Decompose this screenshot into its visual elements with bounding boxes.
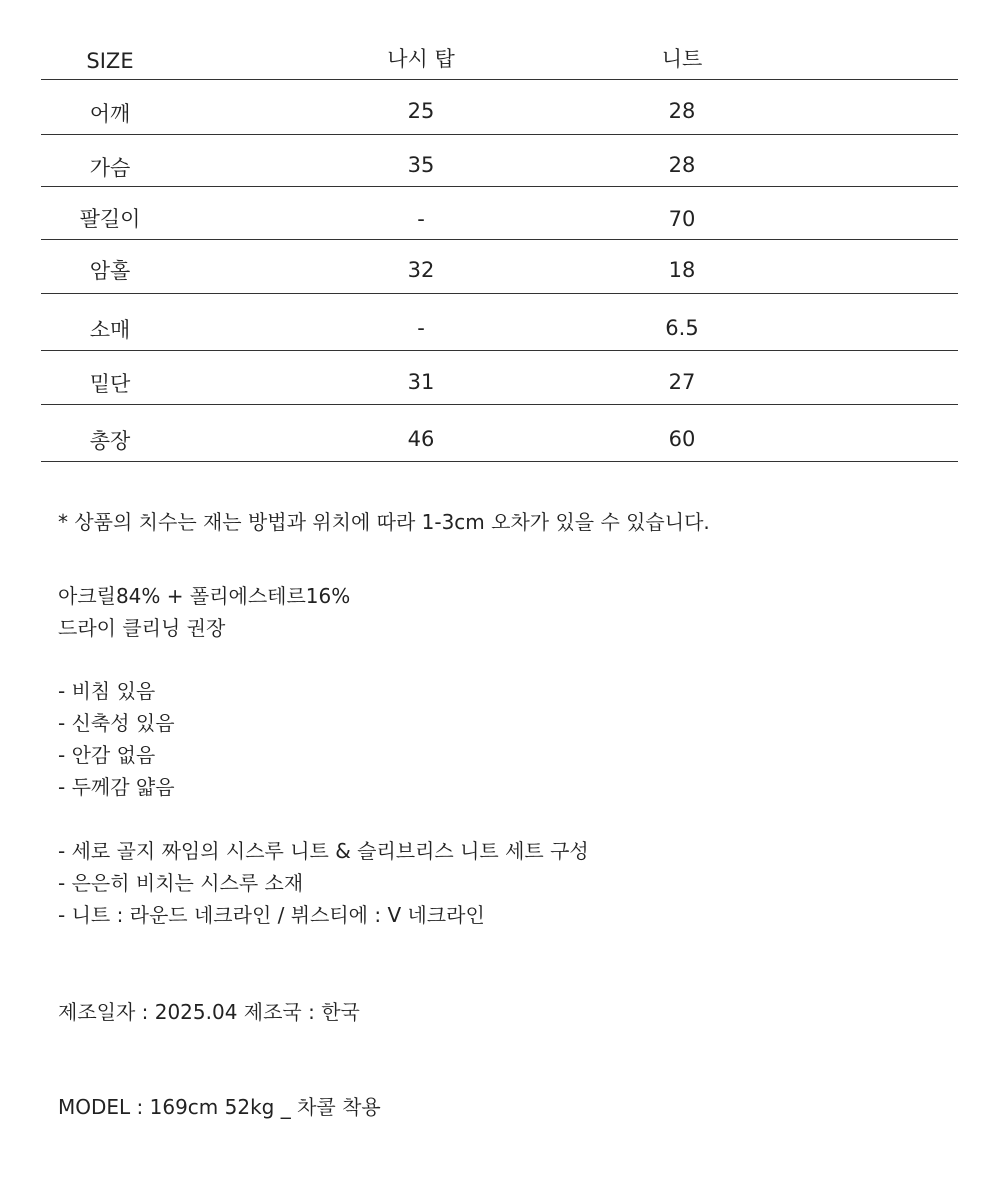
header-size: SIZE — [86, 49, 134, 73]
material-composition: 아크릴84% + 폴리에스테르16% — [58, 584, 351, 608]
tank-value: 32 — [407, 258, 435, 282]
row-label: 팔길이 — [79, 207, 141, 231]
row-label: 밑단 — [89, 372, 131, 396]
list-item: - 니트 : 라운드 네크라인 / 뷔스티에 : V 네크라인 — [58, 903, 485, 927]
table-row — [41, 240, 958, 294]
material-info — [58, 580, 350, 644]
list-item: - 세로 골지 짜임의 시스루 니트 & 슬리브리스 니트 세트 구성 — [58, 839, 589, 863]
table-row — [41, 294, 958, 351]
knit-value: 18 — [668, 258, 696, 282]
table-row — [41, 80, 958, 135]
size-table — [41, 40, 958, 462]
row-label: 총장 — [89, 429, 131, 453]
list-item: - 신축성 있음 — [58, 711, 175, 735]
tank-value: 31 — [407, 370, 435, 394]
knit-value: 27 — [668, 370, 696, 394]
header-tank-top: 나시 탑 — [387, 47, 455, 71]
tank-value: - — [417, 316, 425, 340]
list-item: - 은은히 비치는 시스루 소재 — [58, 871, 304, 895]
knit-value: 6.5 — [665, 316, 699, 340]
tank-value: 35 — [407, 153, 435, 177]
list-item: - 비침 있음 — [58, 679, 156, 703]
knit-value: 28 — [668, 99, 696, 123]
list-item: - 두께감 얇음 — [58, 775, 175, 799]
fabric-features — [58, 675, 175, 803]
tank-value: - — [417, 207, 425, 231]
table-row — [41, 135, 958, 187]
model-info: MODEL : 169cm 52kg _ 차콜 착용 — [58, 1095, 381, 1119]
table-row — [41, 187, 958, 240]
table-header-row — [41, 40, 958, 80]
tank-value: 25 — [407, 99, 435, 123]
knit-value: 60 — [668, 427, 696, 451]
knit-value: 70 — [668, 207, 696, 231]
table-row — [41, 351, 958, 405]
product-details — [58, 835, 589, 931]
table-row — [41, 405, 958, 462]
knit-value: 28 — [668, 153, 696, 177]
manufacture-info: 제조일자 : 2025.04 제조국 : 한국 — [58, 1000, 360, 1024]
header-knit: 니트 — [661, 47, 703, 71]
care-instruction: 드라이 클리닝 권장 — [58, 616, 226, 640]
measurement-notice: * 상품의 치수는 재는 방법과 위치에 따라 1-3cm 오차가 있을 수 있습니다. — [58, 510, 710, 534]
row-label: 가슴 — [89, 156, 131, 180]
row-label: 암홀 — [89, 259, 131, 283]
list-item: - 안감 없음 — [58, 743, 156, 767]
tank-value: 46 — [407, 427, 435, 451]
row-label: 소매 — [89, 318, 131, 342]
row-label: 어깨 — [89, 102, 131, 126]
